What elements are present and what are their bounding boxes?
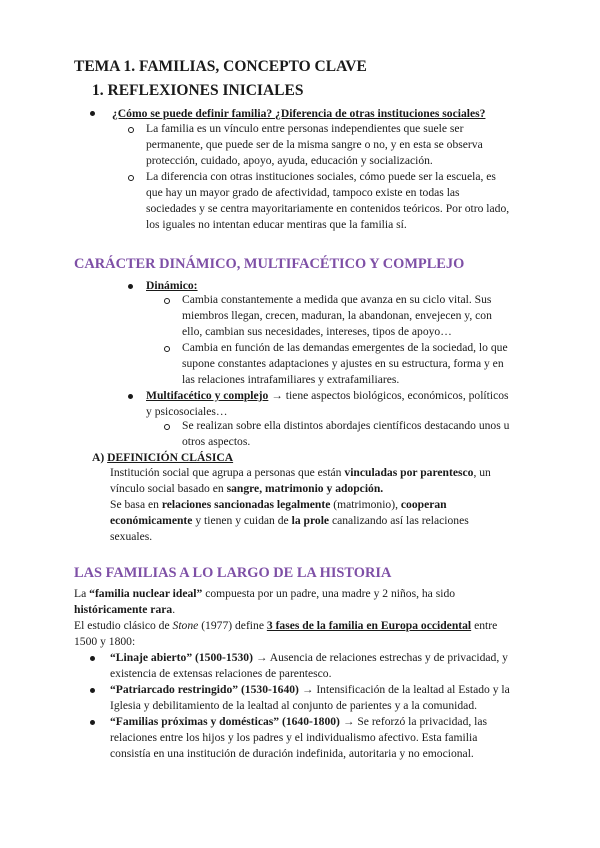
section-heading-caracter: CARÁCTER DINÁMICO, MULTIFACÉTICO Y COMPLEJO	[74, 256, 465, 272]
phase-item: “Familias próximas y domésticas” (1640-1800) → Se reforzó la privacidad, las	[110, 715, 488, 728]
phase-item: “Linaje abierto” (1500-1530) → Ausencia de relaciones estrechas y de privacidad, y	[110, 651, 508, 664]
circle-bullet-icon	[164, 424, 170, 430]
section-heading-historia: LAS FAMILIAS A LO LARGO DE LA HISTORIA	[74, 565, 392, 581]
bullet-icon	[128, 394, 133, 399]
paragraph-line: las relaciones intrafamiliares y extrafamiliares.	[182, 373, 400, 386]
circle-bullet-icon	[164, 346, 170, 352]
paragraph-line: Se realizan sobre ella distintos abordajes científicos destacando unos u	[182, 419, 510, 432]
circle-bullet-icon	[164, 298, 170, 304]
dinamico-label: Dinámico:	[146, 279, 198, 292]
paragraph-line: Cambia en función de las demandas emergentes de la sociedad, lo que	[182, 341, 508, 354]
section-heading-reflexiones: 1. REFLEXIONES INICIALES	[92, 82, 304, 99]
phase-line: Iglesia y debilitamiento de la lealtad al conjunto de parientes y a la comunidad.	[110, 699, 478, 712]
multifacetico-line: Multifacético y complejo → tiene aspectos biológicos, económicos, políticos	[146, 389, 509, 402]
definition-line: Institución social que agrupa a personas que están vinculadas por parentesco, un	[110, 466, 491, 479]
paragraph-line: otros aspectos.	[182, 435, 251, 448]
paragraph-line: sociedades y se centra mayoritariamente en contenidos teóricos. Por otro lado,	[146, 202, 510, 215]
question-heading: ¿Cómo se puede definir familia? ¿Diferencia de otras instituciones sociales?	[112, 107, 486, 120]
definition-line: vínculo social basado en sangre, matrimonio y adopción.	[110, 482, 384, 495]
paragraph-line: permanente, que puede ser de la misma sangre o no, y en esta se observa	[146, 138, 483, 151]
bullet-icon	[90, 688, 95, 693]
phase-line: relaciones entre los hijos y los padres y el individualismo afectivo. Esta familia	[110, 731, 478, 744]
paragraph-line: que hay un mayor grado de afectividad, tampoco existe en todas las	[146, 186, 460, 199]
phase-item: “Patriarcado restringido” (1530-1640) → Intensificación de la lealtad al Estado y la	[110, 683, 510, 696]
page-title: TEMA 1. FAMILIAS, CONCEPTO CLAVE	[74, 58, 367, 75]
historia-line: La “familia nuclear ideal” compuesta por un padre, una madre y 2 niños, ha sido	[74, 587, 456, 600]
definition-line: económicamente y tienen y cuidan de la prole canalizando así las relaciones	[110, 514, 469, 527]
bullet-icon	[90, 720, 95, 725]
phase-line: consistía en una institución de duración indefinida, autoritaria y no emocional.	[110, 747, 474, 760]
paragraph-line: La diferencia con otras instituciones sociales, cómo puede ser la escuela, es	[146, 170, 496, 183]
circle-bullet-icon	[128, 127, 134, 133]
historia-line: El estudio clásico de Stone (1977) define 3 fases de la familia en Europa occidental entre	[74, 619, 498, 632]
paragraph-line: ello, cambian sus necesidades, intereses, tipos de apoyo…	[182, 325, 452, 338]
definition-line: sexuales.	[110, 530, 153, 543]
phase-line: existencia de extensas relaciones de parentesco.	[110, 667, 332, 680]
paragraph-line: protección, cuidado, apoyo, ayuda, educación y socialización.	[146, 154, 433, 167]
paragraph-line: supone constantes adaptaciones y ajustes en su estructura, forma y en	[182, 357, 504, 370]
historia-line: históricamente rara.	[74, 603, 176, 616]
paragraph-line: Cambia constantemente a medida que avanza en su ciclo vital. Sus	[182, 293, 492, 306]
bullet-icon	[90, 656, 95, 661]
paragraph-line: La familia es un vínculo entre personas independientes que suele ser	[146, 122, 464, 135]
paragraph-line: los iguales no intentan educar mentiras que la familia sí.	[146, 218, 407, 231]
definicion-heading: A) DEFINICIÓN CLÁSICA	[92, 451, 234, 464]
circle-bullet-icon	[128, 175, 134, 181]
definition-line: Se basa en relaciones sancionadas legalmente (matrimonio), cooperan	[110, 498, 447, 511]
bullet-icon	[128, 284, 133, 289]
historia-line: 1500 y 1800:	[74, 635, 136, 648]
paragraph-line: y psicosociales…	[146, 405, 228, 418]
bullet-icon	[90, 111, 95, 116]
paragraph-line: miembros llegan, crecen, maduran, la abandonan, envejecen y, con	[182, 309, 492, 322]
